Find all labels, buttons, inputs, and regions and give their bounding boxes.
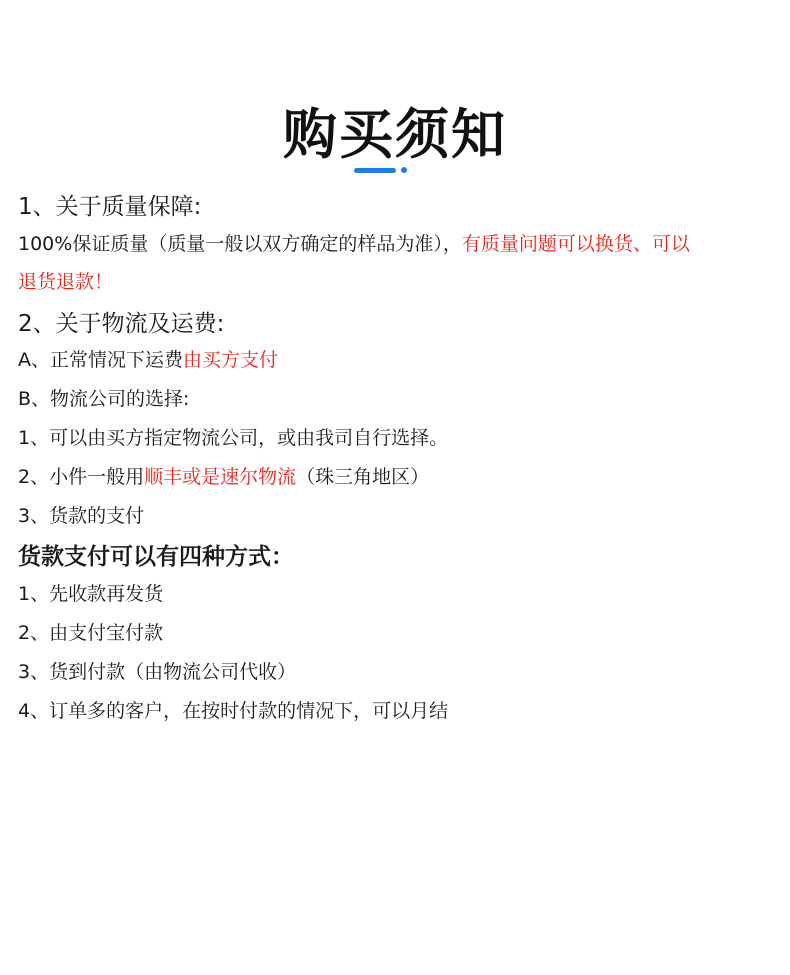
payment-item: 3、货到付款（由物流公司代收） bbox=[18, 661, 297, 683]
payment-item: 2、由支付宝付款 bbox=[18, 622, 164, 644]
payment-item: 1、先收款再发货 bbox=[18, 583, 164, 605]
section-heading-payment: 货款支付可以有四种方式： bbox=[18, 544, 294, 570]
logistics-item-2 bbox=[18, 462, 429, 489]
freight-highlight: 由买方支付 bbox=[183, 349, 279, 371]
logistics-item-2-text: 2、小件一般用 bbox=[18, 466, 145, 488]
underline-dot bbox=[401, 167, 407, 173]
quality-highlight: 有质量问题可以换货、可以 bbox=[461, 233, 690, 255]
quality-paragraph bbox=[18, 229, 690, 256]
freight-text: A、正常情况下运费 bbox=[18, 349, 183, 371]
logistics-choice-line: B、物流公司的选择: bbox=[18, 388, 190, 410]
quality-text: 100%保证质量（质量一般以双方确定的样品为准）， bbox=[18, 233, 462, 255]
freight-line bbox=[18, 345, 278, 372]
logistics-item-3: 3、货款的支付 bbox=[18, 505, 145, 527]
underline-bar bbox=[354, 168, 396, 173]
title-underline bbox=[354, 167, 407, 173]
logistics-item-2-tail: （珠三角地区） bbox=[296, 466, 430, 488]
quality-highlight-continued: 退货退款！ bbox=[18, 271, 114, 293]
logistics-item-1: 1、可以由买方指定物流公司，或由我司自行选择。 bbox=[18, 427, 449, 449]
section-heading-quality: 1、关于质量保障: bbox=[18, 194, 202, 220]
page-title: 购买须知 bbox=[283, 103, 507, 166]
section-heading-logistics: 2、关于物流及运费: bbox=[18, 311, 225, 337]
payment-item: 4、订单多的客户，在按时付款的情况下，可以月结 bbox=[18, 700, 449, 722]
logistics-item-2-highlight: 顺丰或是速尔物流 bbox=[144, 466, 297, 488]
